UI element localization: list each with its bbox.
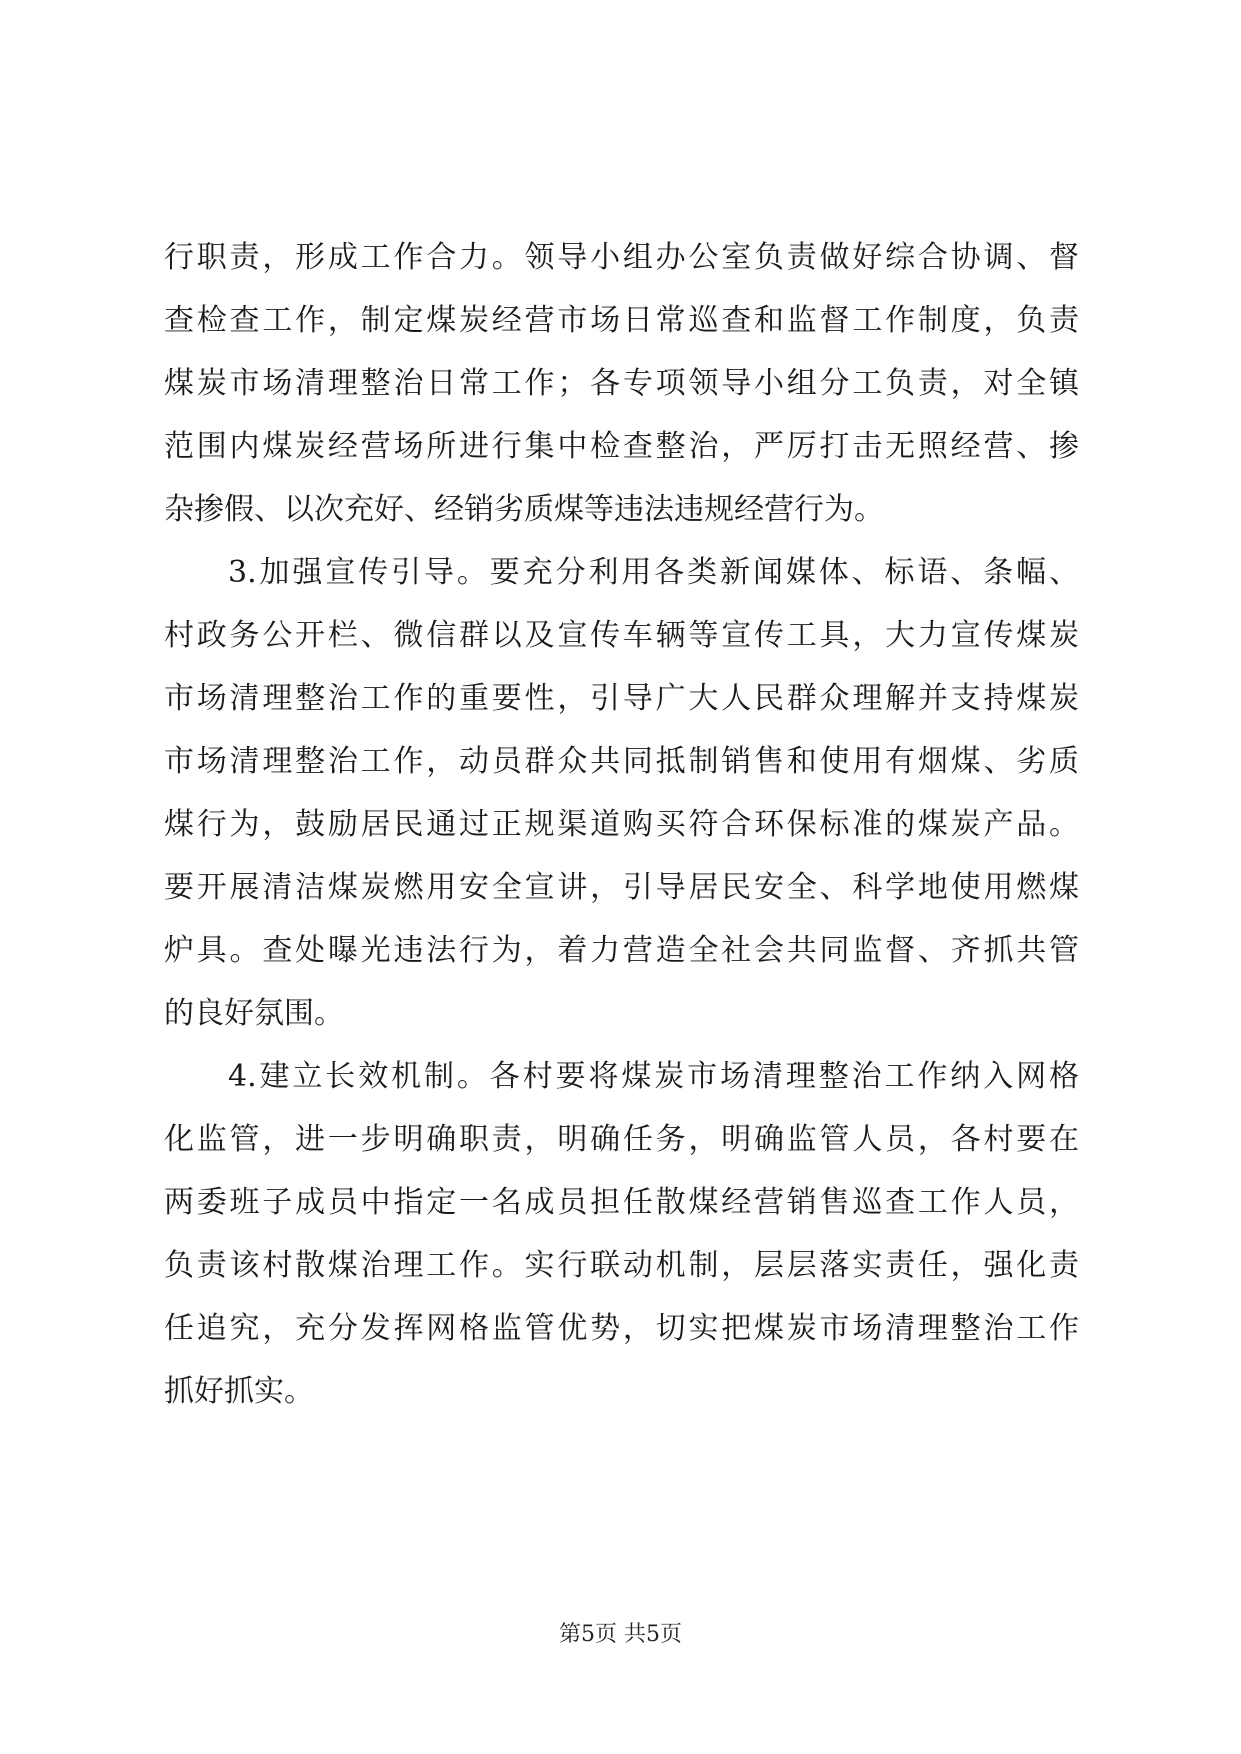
paragraph-line: 范围内煤炭经营场所进行集中检查整治，严厉打击无照经营、掺 <box>164 429 1079 464</box>
paragraph-line: 查检查工作，制定煤炭经营市场日常巡查和监督工作制度，负责 <box>164 303 1079 338</box>
paragraph-line: 行职责，形成工作合力。领导小组办公室负责做好综合协调、督 <box>164 240 1079 275</box>
paragraph-line: 市场清理整治工作，动员群众共同抵制销售和使用有烟煤、劣质 <box>164 744 1079 779</box>
paragraph-line: 任追究，充分发挥网格监管优势，切实把煤炭市场清理整治工作 <box>164 1311 1079 1346</box>
page-number-footer: 第5页 共5页 <box>559 1622 682 1647</box>
paragraph-line: 煤炭市场清理整治日常工作；各专项领导小组分工负责，对全镇 <box>164 366 1079 401</box>
paragraph-line: 抓好抓实。 <box>164 1374 314 1409</box>
paragraph-line: 负责该村散煤治理工作。实行联动机制，层层落实责任，强化责 <box>164 1248 1079 1283</box>
paragraph-line: 的良好氛围。 <box>164 996 344 1031</box>
paragraph-line: 村政务公开栏、微信群以及宣传车辆等宣传工具，大力宣传煤炭 <box>164 618 1079 653</box>
paragraph-line: 杂掺假、以次充好、经销劣质煤等违法违规经营行为。 <box>164 492 884 527</box>
paragraph-line: 炉具。查处曝光违法行为，着力营造全社会共同监督、齐抓共管 <box>164 933 1079 968</box>
paragraph-line: 化监管，进一步明确职责，明确任务，明确监管人员，各村要在 <box>164 1122 1079 1157</box>
paragraph-line: 市场清理整治工作的重要性，引导广大人民群众理解并支持煤炭 <box>164 681 1079 716</box>
document-body <box>164 226 1079 1423</box>
paragraph-line: 两委班子成员中指定一名成员担任散煤经营销售巡查工作人员， <box>164 1185 1079 1220</box>
paragraph-line: 要开展清洁煤炭燃用安全宣讲，引导居民安全、科学地使用燃煤 <box>164 870 1079 905</box>
section-heading-line: 4.建立长效机制。各村要将煤炭市场清理整治工作纳入网格 <box>228 1059 1079 1094</box>
paragraph-line: 煤行为，鼓励居民通过正规渠道购买符合环保标准的煤炭产品。 <box>164 807 1079 842</box>
section-heading-line: 3.加强宣传引导。要充分利用各类新闻媒体、标语、条幅、 <box>228 555 1079 590</box>
